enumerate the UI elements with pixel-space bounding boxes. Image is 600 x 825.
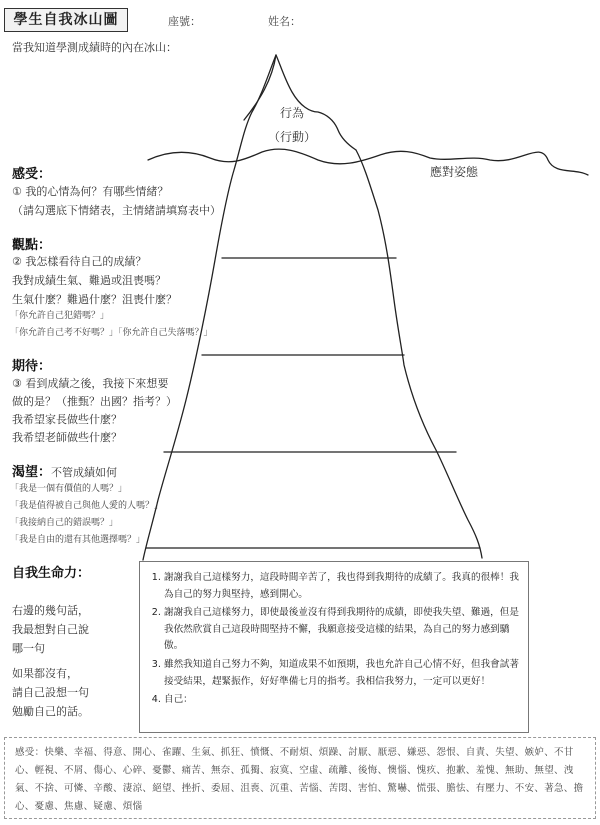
statements-box [139,561,529,733]
perception-line-1: ② 我怎樣看待自己的成績？ [12,255,147,268]
feeling-heading: 感受： [12,167,52,182]
yearning-quote-1: 「我是一個有價值的人嗎？」 [10,484,128,494]
coping-label: 應對姿態 [430,165,479,179]
feelings-items: 快樂、幸福、得意、開心、雀躍、生氣、抓狂、憤慨、不耐煩、煩躁、討厭、厭惡、嫌惡、怨恨、自責、失望、嫉妒、不甘心、輕視、不屑、傷心、心碎、憂鬱、痛苦、無奈、孤獨、寂寞、空虛、疏離、後悔、懊惱、愧疚、抱歉、羞愧、無助、無望、洩氣、不捨、可憐、辛酸、淒涼、絕望、挫折、委屈、沮喪、沉重、苦惱、苦悶、害怕、驚嚇、慌張、膽怯、有壓力、不安、著急、擔心、憂慮、焦慮、疑慮、煩惱 [15,747,584,812]
self-line-a1: 右邊的幾句話， [12,604,89,617]
statement-3: 3. 雖然我知道自己努力不夠，知道成果不如預期，我也允許自己心情不好，但我會試著接受結果，趕緊振作，好好準備七月的指考。我相信我努力，一定可以更好！ [164,657,520,690]
self-line-b3: 勉勵自己的話。 [12,705,89,718]
feeling-line-1: ① 我的心情為何？有哪些情緒？ [12,185,169,198]
behavior-sub-label: （行動） [268,130,317,144]
name-label: 姓名： [268,15,301,28]
yearning-heading-row [12,461,117,483]
expectation-line-4: 我希望老師做些什麼？ [12,431,122,444]
yearning-heading: 渴望： [12,465,52,480]
yearning-heading-suffix: 不管成績如何 [51,466,118,479]
perception-line-3: 生氣什麼？難過什麼？沮喪什麼？ [12,293,177,306]
self-line-b1: 如果都沒有， [12,667,78,680]
perception-quote-2: 「你允許自己考不好嗎？」「你允許自己失落嗎？」 [10,328,213,338]
self-line-a2: 我最想對自己說 [12,623,89,636]
statement-2: 2. 謝謝我自己這樣努力，即使最後並沒有得到我期待的成績，即使我失望、難過，但是我依然欣賞自己這段時間堅持不懈，我願意接受這樣的結果，為自己的努力感到驕傲。 [164,605,520,655]
feelings-label: 感受： [15,747,45,758]
feelings-text [15,744,585,816]
perception-line-2: 我對成績生氣、難過或沮喪嗎？ [12,274,166,287]
yearning-quote-2: 「我是值得被自己與他人愛的人嗎？」 [10,501,164,511]
statement-4[interactable]: 4. 自己： [164,692,520,709]
self-line-a3: 哪一句 [12,642,45,655]
statement-1: 1. 謝謝我自己這樣努力，這段時間辛苦了，我也得到我期待的成績了。我真的很棒！我為自己的努力與堅持，感到開心。 [164,570,520,603]
self-heading: 自我生命力： [12,566,91,581]
iceberg-right-edge [356,150,482,558]
self-line-b2: 請自己設想一句 [12,686,89,699]
expectation-line-2: 做的是？（推甄？出國？指考？） [12,395,177,408]
yearning-quote-4: 「我是自由的還有其他選擇嗎？」 [10,535,146,545]
feeling-line-2: （請勾選底下情緒表，主情緒請填寫表中） [12,204,221,217]
perception-heading: 觀點： [12,238,52,253]
intro-text: 當我知道學測成績時的內在冰山： [12,41,177,54]
expectation-heading: 期待： [12,359,52,374]
perception-quote-1: 「你允許自己犯錯嗎？」 [10,311,110,321]
expectation-line-3: 我希望家長做些什麼？ [12,413,122,426]
behavior-label: 行為 [280,106,305,120]
feelings-table [4,737,596,819]
expectation-line-1: ③ 看到成績之後，我接下來想要 [12,377,169,390]
seat-label: 座號： [168,15,201,28]
waterline [148,149,588,175]
page-title: 學生自我冰山圖 [4,8,128,32]
statements-list [140,570,520,709]
yearning-quote-3: 「我接納自己的錯誤嗎？」 [10,518,119,528]
